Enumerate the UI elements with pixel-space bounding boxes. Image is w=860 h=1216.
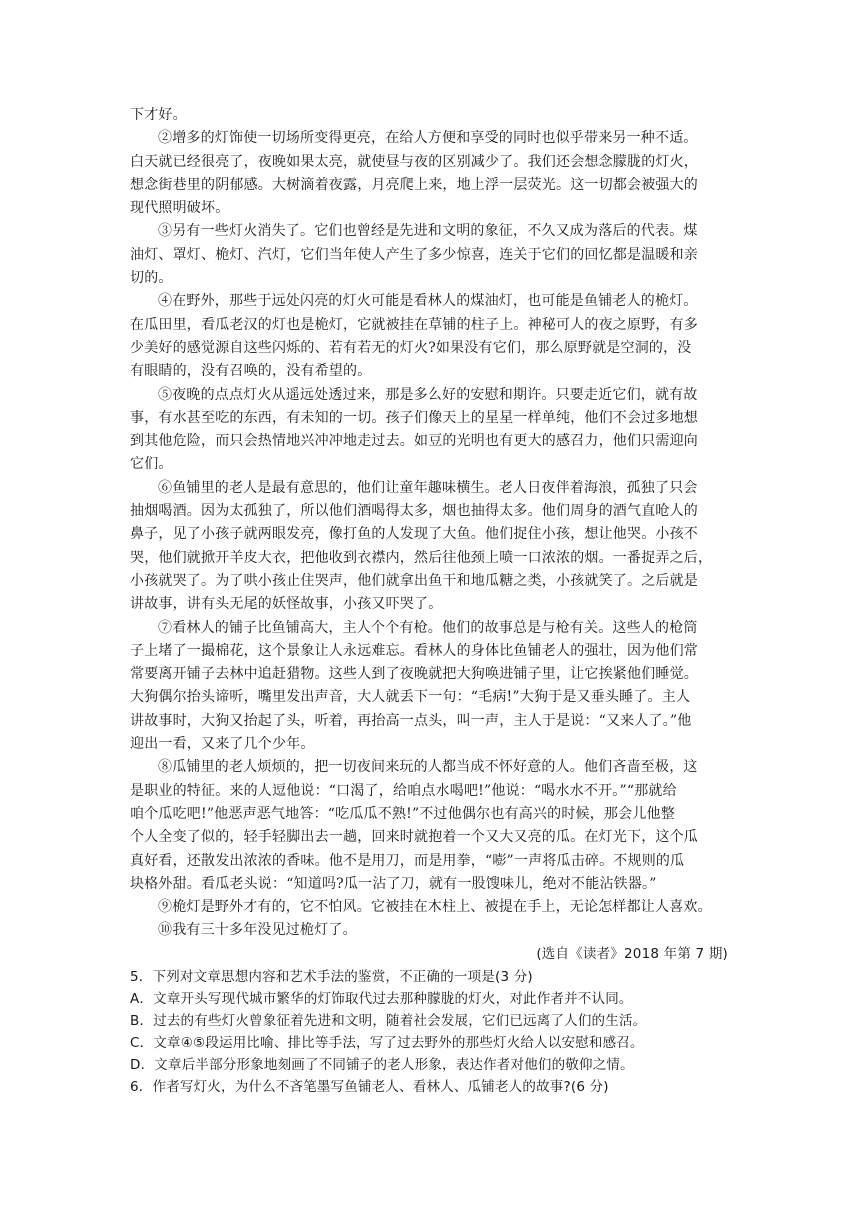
article-line: 事，有水甚至吃的东西，有未知的一切。孩子们像天上的星星一样单纯，他们不会过多地想 (130, 409, 698, 426)
article-line: 大狗偶尔抬头谛听，嘴里发出声音，大人就丢下一句：“毛病!”大狗于是又垂头睡了。主人 (130, 689, 691, 706)
article-line: 下才好。 (130, 107, 187, 123)
article-line: 油灯、罩灯、桅灯、汽灯，它们当年使人产生了多少惊喜，连关于它们的回忆都是温暖和亲 (130, 246, 698, 263)
article-line: ⑦看林人的铺子比鱼铺高大，主人个个有枪。他们的故事总是与枪有关。这些人的枪筒 (158, 619, 698, 636)
answer-option: A．文章开头写现代城市繁华的灯饰取代过去那种朦胧的灯火，对此作者并不认同。 (130, 990, 633, 1007)
article-line: 是职业的特征。来的人逗他说：“口渴了，给咱点水喝吧!”他说：“喝水水不开。”“那就给 (130, 782, 677, 799)
answer-option: D．文章后半部分形象地刻画了不同铺子的老人形象，表达作者对他们的敬仰之情。 (130, 1056, 634, 1073)
article-line: 想念街巷里的阴郁感。大树滴着夜露，月亮爬上来，地上浮一层荧光。这一切都会被强大的 (130, 176, 698, 193)
article-line: ⑤夜晚的点点灯火从遥远处透过来，那是多么好的安慰和期许。只要走近它们，就有故 (158, 386, 698, 403)
answer-option: B．过去的有些灯火曾象征着先进和文明，随着社会发展，它们已远离了人们的生活。 (130, 1012, 647, 1029)
question-section (130, 966, 732, 1098)
article-line: 现代照明破坏。 (130, 200, 230, 217)
article-line: 咱个瓜吃吧!”他恶声恶气地答：“吃瓜瓜不熟!”不过他偶尔也有高兴的时候，那会儿他整 (130, 805, 675, 822)
article-line: ⑥鱼铺里的老人是最有意思的，他们让童年趣味横生。老人日夜伴着海浪，孤独了只会 (158, 479, 698, 496)
article-line: ⑩我有三十多年没见过桅灯了。 (158, 922, 357, 939)
article-line: 在瓜田里，看瓜老汉的灯也是桅灯，它就被挂在草铺的柱子上。神秘可人的夜之原野，有多 (130, 316, 698, 333)
article-line: 白天就已经很亮了，夜晚如果太亮，就使昼与夜的区别减少了。我们还会想念朦胧的灯火， (130, 153, 698, 170)
document-page (130, 104, 732, 1098)
article-line: ②增多的灯饰使一切场所变得更亮，在给人方便和享受的同时也似乎带来另一种不适。 (158, 130, 698, 147)
source-citation: (选自《读者》2018 年第 7 期) (536, 945, 728, 962)
article-line: 哭，他们就掀开羊皮大衣，把他收到衣襟内，然后往他颈上喷一口浓浓的烟。一番捉弄之后， (130, 549, 713, 566)
article-line: 真好看，还散发出浓浓的香味。他不是用刀，而是用拳，“嘭”一声将瓜击碎。不规则的瓜 (130, 852, 685, 869)
article-line: 块格外甜。看瓜老头说：“知道吗?瓜一沾了刀，就有一股馊味儿，绝对不能沾铁器。” (130, 875, 657, 892)
answer-option: C．文章④⑤段运用比喻、排比等手法，写了过去野外的那些灯火给人以安慰和感召。 (130, 1034, 644, 1051)
article-line: 讲故事时，大狗又抬起了头，听着，再抬高一点头，叫一声，主人于是说：“又来人了。”他 (130, 712, 692, 729)
article-line: 有眼睛的，没有召唤的，没有希望的。 (130, 363, 372, 380)
article-line: 抽烟喝酒。因为太孤独了，所以他们酒喝得太多，烟也抽得太多。他们周身的酒气直呛人的 (130, 503, 698, 520)
article-line: 鼻子，见了小孩子就两眼发亮，像打鱼的人发现了大鱼。他们捉住小孩，想让他哭。小孩不 (130, 526, 698, 543)
article-line: 它们。 (130, 456, 173, 473)
article-body (130, 104, 732, 943)
article-line: 个人全变了似的，轻手轻脚出去一趟，回来时就抱着一个又大又亮的瓜。在灯光下，这个瓜 (130, 829, 698, 846)
article-line: 常要离开铺子去林中追赶猎物。这些人到了夜晚就把大狗唤进铺子里，让它挨紧他们睡觉。 (130, 666, 698, 683)
article-line: 子上堵了一撮棉花，这个景象让人永远难忘。看林人的身体比鱼铺老人的强壮，因为他们常 (130, 642, 698, 659)
article-line: 迎出一看，又来了几个少年。 (130, 736, 315, 753)
article-line: 到其他危险，而只会热情地兴冲冲地走过去。如豆的光明也有更大的感召力，他们只需迎向 (130, 433, 698, 450)
question-stem: 5．下列对文章思想内容和艺术手法的鉴赏，不正确的一项是(3 分) (130, 968, 533, 985)
article-line: 讲故事，讲有头无尾的妖怪故事，小孩又吓哭了。 (130, 596, 443, 613)
article-line: 小孩就哭了。为了哄小孩止住哭声，他们就拿出鱼干和地瓜糖之类，小孩就笑了。之后就是 (130, 572, 698, 589)
article-line: ③另有一些灯火消失了。它们也曾经是先进和文明的象征，不久又成为落后的代表。煤 (158, 223, 698, 240)
article-line: 少美好的感觉源自这些闪烁的、若有若无的灯火?如果没有它们，那么原野就是空洞的，没 (130, 339, 692, 356)
article-line: 切的。 (130, 270, 173, 287)
article-line: ⑨桅灯是野外才有的，它不怕风。它被挂在木柱上、被提在手上，无论怎样都让人喜欢。 (158, 899, 712, 916)
article-line: ④在野外，那些于远处闪亮的灯火可能是看林人的煤油灯，也可能是鱼铺老人的桅灯。 (158, 293, 698, 310)
article-line: ⑧瓜铺里的老人烦烦的，把一切夜间来玩的人都当成不怀好意的人。他们吝啬至极，这 (158, 759, 698, 776)
question-stem: 6．作者写灯火，为什么不吝笔墨写鱼铺老人、看林人、瓜铺老人的故事?(6 分) (130, 1078, 609, 1095)
